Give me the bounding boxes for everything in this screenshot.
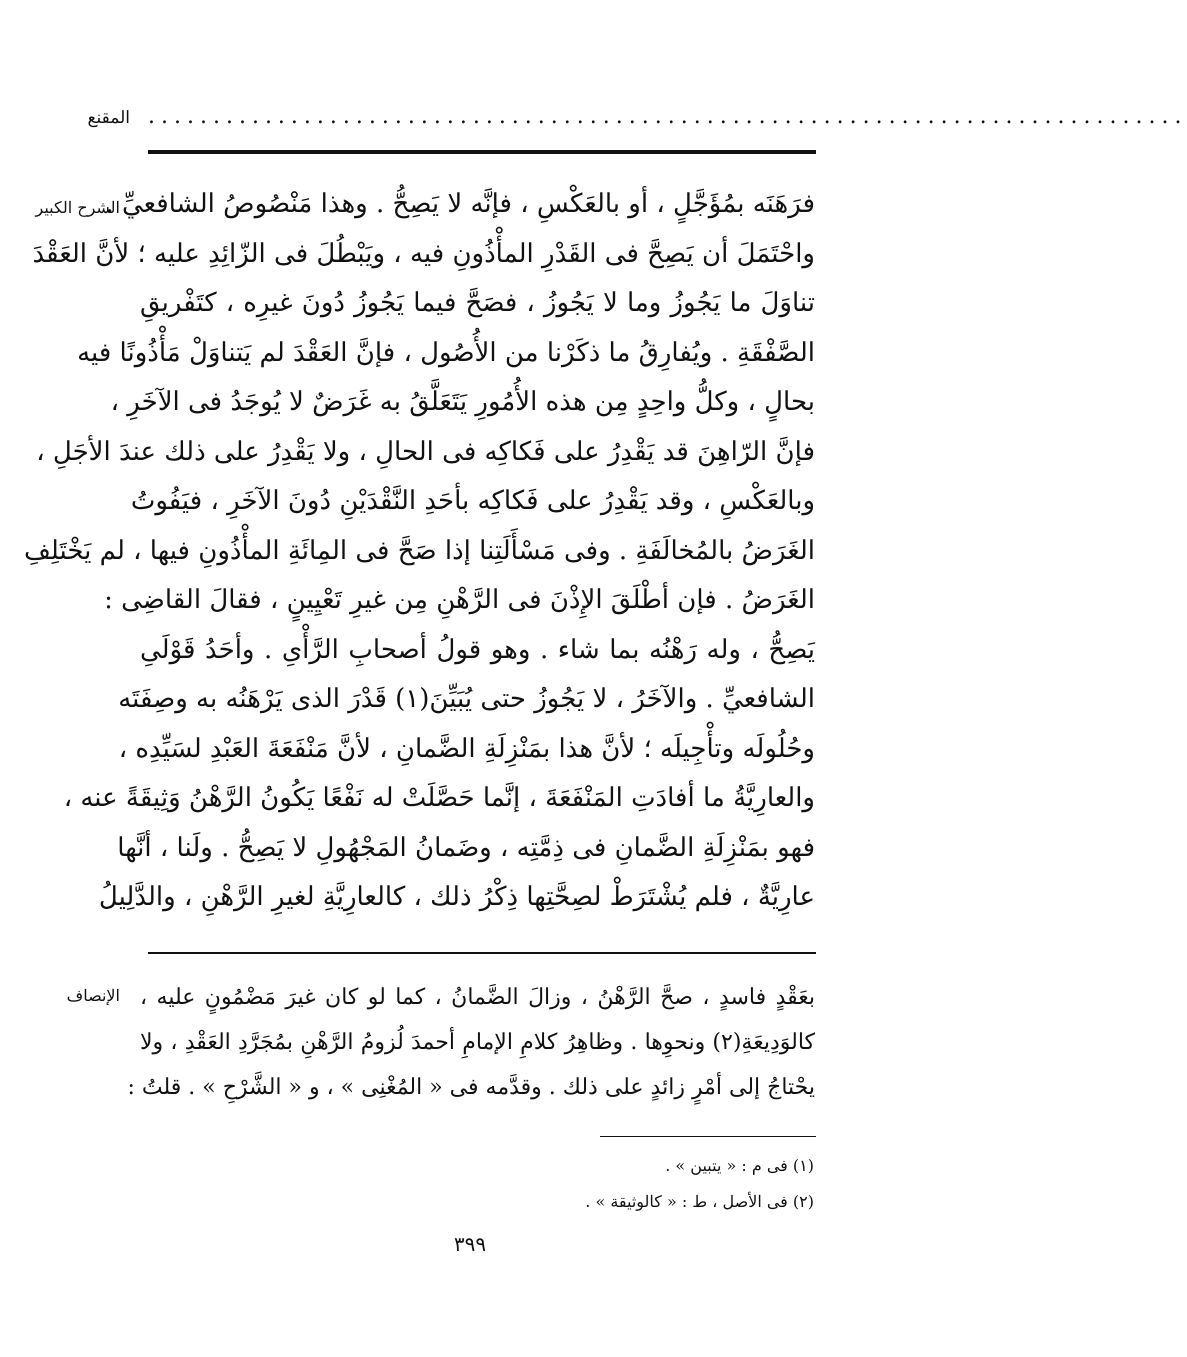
main-text-line: يَصِحُّ ، وله رَهْنُه بما شاء . وهو قولُ أصحابِ الرَّأْىِ . وأحَدُ قَوْلَىِ <box>140 634 815 665</box>
footnote: (١) فى م : « يتبين » . <box>665 1156 814 1175</box>
section-divider <box>148 952 816 954</box>
insaf-text-block <box>127 975 815 1110</box>
main-text-line: الشافعيِّ . والآخَرُ ، لا يَجُوزُ حتى يُبَيِّنَ(١) قَدْرَ الذى يَرْهَنُه به وصِفَتَه <box>118 684 815 714</box>
main-text-line: الغَرَضُ . فإن أطْلَقَ الإِذْنَ فى الرَّهْنِ مِن غيرِ تَعْيِينٍ ، فقالَ القاضِى : <box>104 585 815 615</box>
main-text-line: عارِيَّةٌ ، فلم يُشْتَرَطْ لصِحَّتِها ذِكْرُ ذلك ، كالعارِيَّةِ لغيرِ الرَّهْنِ ، والدَّلِيلُ <box>98 882 815 912</box>
main-text-line: واحْتَمَلَ أن يَصِحَّ فى القَدْرِ المأْذُونِ فيه ، ويَبْطُلَ فى الزّائِدِ عليه ؛ لأنَّ العَقْدَ <box>32 238 815 269</box>
main-text-line: فرَهَنَه بمُؤَجَّلٍ ، أو بالعَكْسِ ، فإنَّه لا يَصِحُّ . وهذا مَنْصُوصُ الشافعيِّ . <box>105 189 815 219</box>
main-text-line: وحُلُولَه وتأْجِيلَه ؛ لأنَّ هذا بمَنْزِلَةِ الضَّمانِ ، لأنَّ مَنْفَعَةَ العَبْدِ لسَيِّدِه ، <box>118 733 815 764</box>
header-dotted-leader: ................................................................................ <box>148 104 1187 129</box>
main-text-line: الغَرَضُ بالمُخالَفَةِ . وفى مَسْأَلَتِنا إذا صَحَّ فى المِائَةِ المأْذُونِ فيها ، لم يَخْتَلِفِ <box>23 535 815 566</box>
header-rule <box>148 150 816 154</box>
footnote: (٢) فى الأصل ، ط : « كالوثيقة » . <box>585 1192 814 1211</box>
page-number: ٣٩٩ <box>453 1232 487 1256</box>
insaf-text-line: بعَقْدٍ فاسدٍ ، صحَّ الرَّهْنُ ، وزالَ الضَّمانُ ، كما لو كان غيرَ مَضْمُونٍ عليه ، <box>140 985 815 1010</box>
running-title: المقنع <box>87 108 130 128</box>
footnotes <box>440 1148 814 1220</box>
section-label-sharh: الشرح الكبير <box>35 198 120 217</box>
insaf-text-line: يحْتاجُ إلى أمْرٍ زائدٍ على ذلك . وقدَّمه فى « المُغْنِى » ، و « الشَّرْحِ » . قلتُ : <box>127 1075 815 1100</box>
main-text-line: تناوَلَ ما يَجُوزُ وما لا يَجُوزُ ، فصَحَّ فيما يَجُوزُ دُونَ غيرِه ، كتَفْريقِ <box>140 288 815 318</box>
main-text-line: فإنَّ الرّاهِنَ قد يَقْدِرُ على فَكاكِه فى الحالِ ، ولا يَقْدِرُ على ذلك عندَ الأجَلِ ، <box>36 436 815 467</box>
main-text-line: والعارِيَّةُ ما أفادَتِ المَنْفَعَةَ ، إنَّما حَصَّلَتْ له نَفْعًا يَكُونُ الرَّهْنُ وَثِيقَةً عنه ، <box>63 783 815 813</box>
section-label-insaf: الإنصاف <box>66 986 120 1005</box>
footnote-rule <box>600 1136 816 1137</box>
main-text-line: بحالٍ ، وكلُّ واحِدٍ مِن هذه الأُمُورِ يَتَعَلَّقُ به غَرَضٌ لا يُوجَدُ فى الآخَرِ ، <box>110 387 815 417</box>
main-text-line: وبالعَكْسِ ، وقد يَقْدِرُ على فَكاكِه بأحَدِ النَّقْدَيْنِ دُونَ الآخَرِ ، فيَفُوتُ <box>130 486 815 516</box>
insaf-text-line: كالوَدِيعَةِ(٢) ونحوِها . وظاهِرُ كلامِ الإمامِ أحمدَ لُزومُ الرَّهْنِ بمُجَرَّدِ العَقْدِ ، ولا <box>140 1030 815 1055</box>
main-text-line: الصَّفْقَةِ . ويُفارِقُ ما ذكَرْنا من الأُصُول ، فإنَّ العَقْدَ لم يَتناوَلْ مَأْذُونًا فيه <box>77 337 815 368</box>
main-text-line: فهو بمَنْزِلَةِ الضَّمانِ فى ذِمَّتِه ، وضَمانُ المَجْهُولِ لا يَصِحُّ . ولَنا ، أنَّها <box>117 832 815 863</box>
